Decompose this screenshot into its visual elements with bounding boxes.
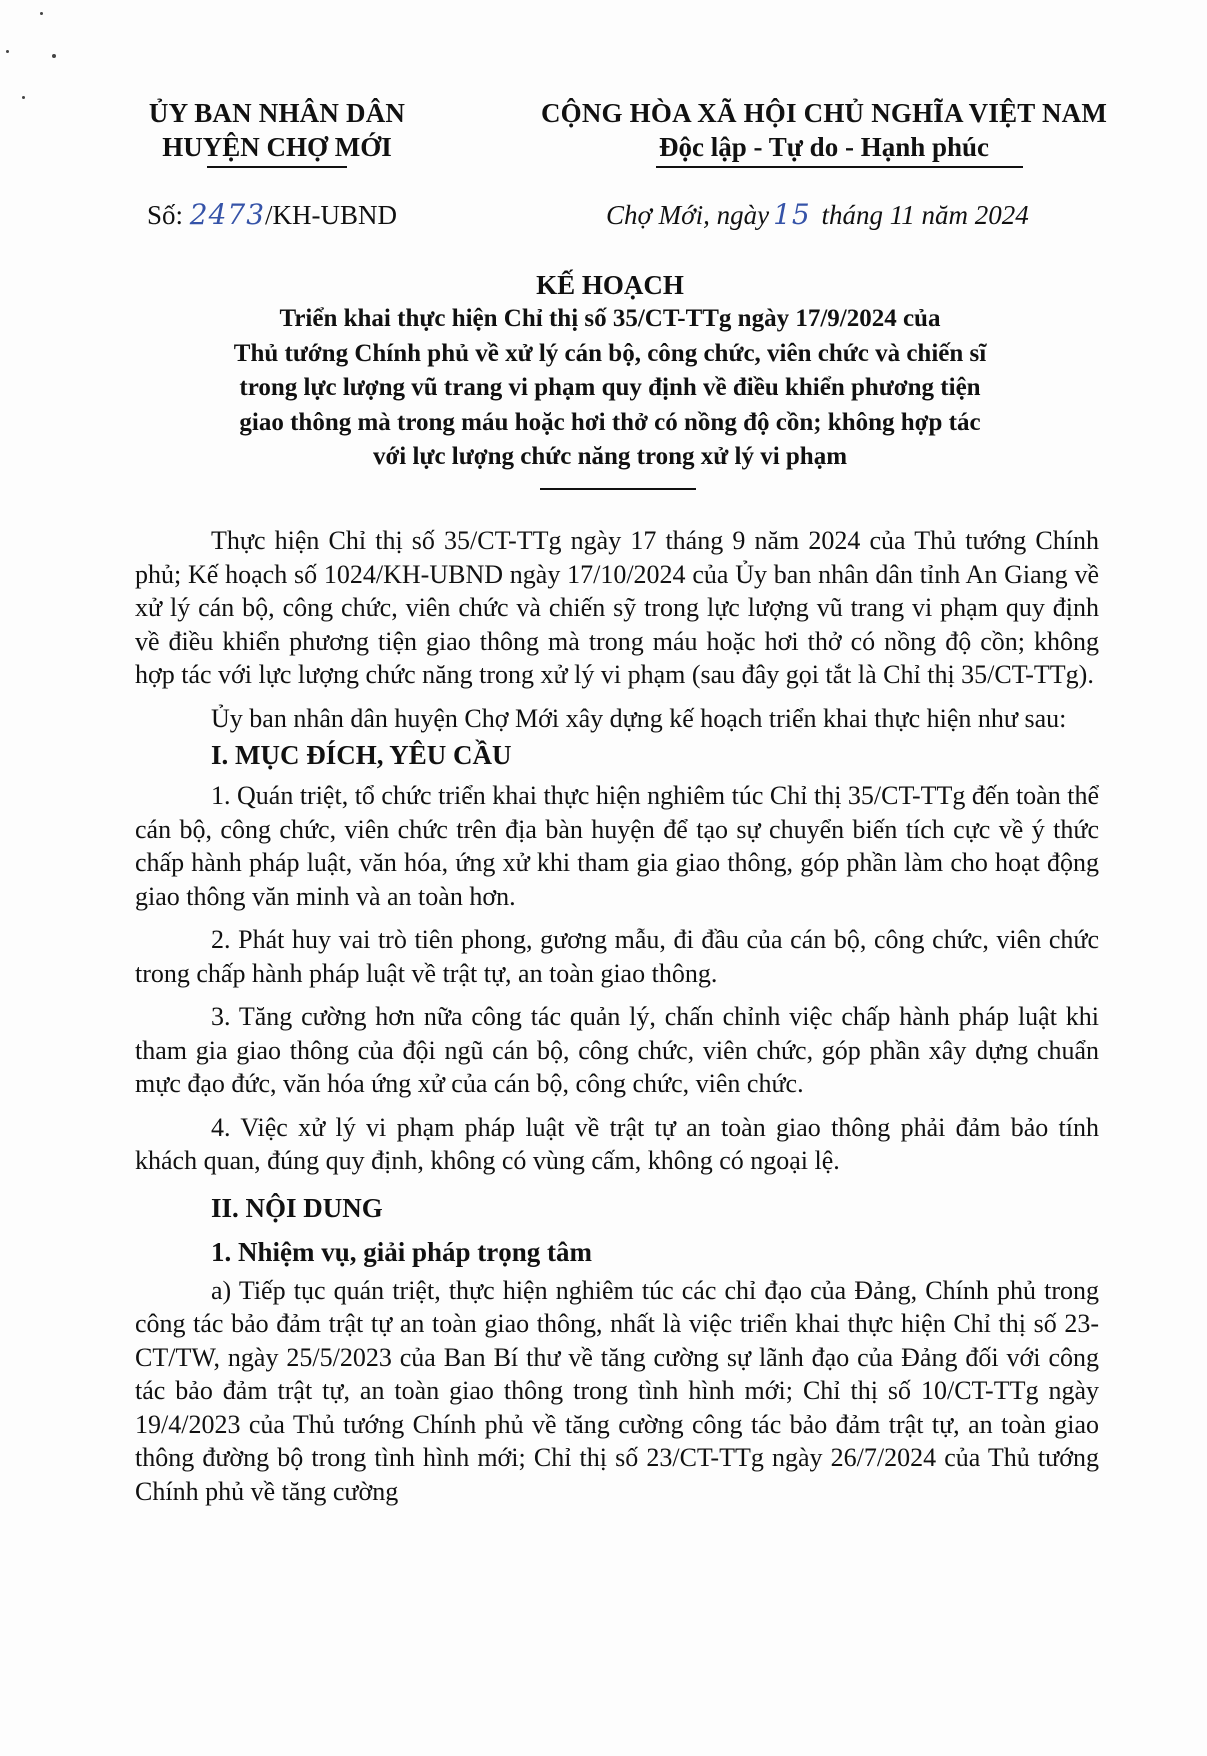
authority-line-2: HUYỆN CHỢ MỚI xyxy=(162,132,392,162)
subsection-heading: 1. Nhiệm vụ, giải pháp trọng tâm xyxy=(211,1236,593,1267)
national-motto xyxy=(514,96,1134,164)
intro-paragraph: Ủy ban nhân dân huyện Chợ Mới xây dựng kế hoạch triển khai thực hiện như sau: xyxy=(211,703,1067,733)
scan-speck xyxy=(40,12,43,15)
title-heading: KẾ HOẠCH xyxy=(536,270,684,300)
title-underline xyxy=(540,488,696,490)
authority-line-1: ỦY BAN NHÂN DÂN xyxy=(148,98,406,128)
document-title xyxy=(130,268,1090,475)
scan-speck xyxy=(52,54,56,58)
motto-line: Độc lập - Tự do - Hạnh phúc xyxy=(658,132,990,162)
document-number-prefix: Số: xyxy=(147,200,190,230)
country-name: CỘNG HÒA XÃ HỘI CHỦ NGHĨA VIỆT NAM xyxy=(540,98,1108,128)
title-line: với lực lượng chức năng trong xử lý vi phạm xyxy=(372,443,848,470)
list-item: 3. Tăng cường hơn nữa công tác quản lý, chấn chỉnh việc chấp hành pháp luật khi tham gia giao thông của đội ngũ cán bộ, công chức, viên chức, góp phần xây dựng chuẩn mực đạo đức, văn hóa ứng xử của cán bộ, công chức, viên chức. xyxy=(135,1002,1099,1098)
title-line: giao thông mà trong máu hoặc hơi thở có nồng độ cồn; không hợp tác xyxy=(239,408,981,436)
title-line: trong lực lượng vũ trang vi phạm quy định về điều khiển phương tiện xyxy=(239,374,981,401)
date-prefix: Chợ Mới, ngày xyxy=(606,200,770,230)
section-heading: II. NỘI DUNG xyxy=(211,1192,383,1223)
document-number xyxy=(147,198,397,231)
list-item: 1. Quán triệt, tổ chức triển khai thực hiện nghiêm túc Chỉ thị 35/CT-TTg đến toàn thể cán bộ, công chức, viên chức trên địa bàn huyện để tạo sự chuyển biến tích cực về ý thức chấp hành pháp luật, văn hóa, ứng xử khi tham gia giao thông, góp phần làm cho hoạt động giao thông văn minh và an toàn hơn. xyxy=(135,781,1099,911)
scan-speck xyxy=(6,50,9,53)
handwritten-number: 2473 xyxy=(189,198,266,231)
issuing-authority xyxy=(96,96,458,164)
subsection-paragraph: a) Tiếp tục quán triệt, thực hiện nghiêm túc các chỉ đạo của Đảng, Chính phủ trong công tác bảo đảm trật tự an toàn giao thông, nhất là việc triển khai thực hiện Chỉ thị số 23-CT/TW, ngày 25/5/2023 của Ban Bí thư về tăng cường sự lãnh đạo của Đảng đối với công tác bảo đảm trật tự, an toàn giao thông trong tình hình mới; Chỉ thị số 10/CT-TTg ngày 19/4/2023 của Thủ tướng Chính phủ về tăng cường công tác bảo đảm trật tự, an toàn giao thông đường bộ trong tình hình mới; Chỉ thị số 23/CT-TTg ngày 26/7/2024 của Thủ tướng Chính phủ về tăng cường xyxy=(135,1275,1099,1506)
document-date xyxy=(606,198,1029,231)
title-line: Thủ tướng Chính phủ về xử lý cán bộ, công chức, viên chức và chiến sĩ xyxy=(233,339,987,367)
intro-paragraph: Thực hiện Chỉ thị số 35/CT-TTg ngày 17 tháng 9 năm 2024 của Thủ tướng Chính phủ; Kế hoạch số 1024/KH-UBND ngày 17/10/2024 của Ủy ban nhân dân tỉnh An Giang về xử lý cán bộ, công chức, viên chức và chiến sỹ trong lực lượng vũ trang vi phạm quy định về điều khiển phương tiện giao thông mà trong máu hoặc hơi thở có nồng độ cồn; không hợp tác với lực lượng chức năng trong xử lý vi phạm (sau đây gọi tắt là Chỉ thị 35/CT-TTg). xyxy=(135,526,1099,689)
date-suffix: tháng 11 năm 2024 xyxy=(814,200,1029,230)
document-body xyxy=(135,524,1099,1508)
list-item: 2. Phát huy vai trò tiên phong, gương mẫu, đi đầu của cán bộ, công chức, viên chức trong chấp hành pháp luật về trật tự, an toàn giao thông. xyxy=(135,925,1099,988)
document-number-suffix: /KH-UBND xyxy=(265,200,398,230)
title-line: Triển khai thực hiện Chỉ thị số 35/CT-TTg ngày 17/9/2024 của xyxy=(279,305,941,332)
authority-underline xyxy=(207,166,347,168)
list-item: 4. Việc xử lý vi phạm pháp luật về trật tự an toàn giao thông phải đảm bảo tính khách quan, đúng quy định, không có vùng cấm, không có ngoại lệ. xyxy=(135,1112,1099,1175)
section-heading: I. MỤC ĐÍCH, YÊU CẦU xyxy=(211,740,512,770)
handwritten-day: 15 xyxy=(773,198,811,231)
motto-underline xyxy=(656,166,1023,168)
